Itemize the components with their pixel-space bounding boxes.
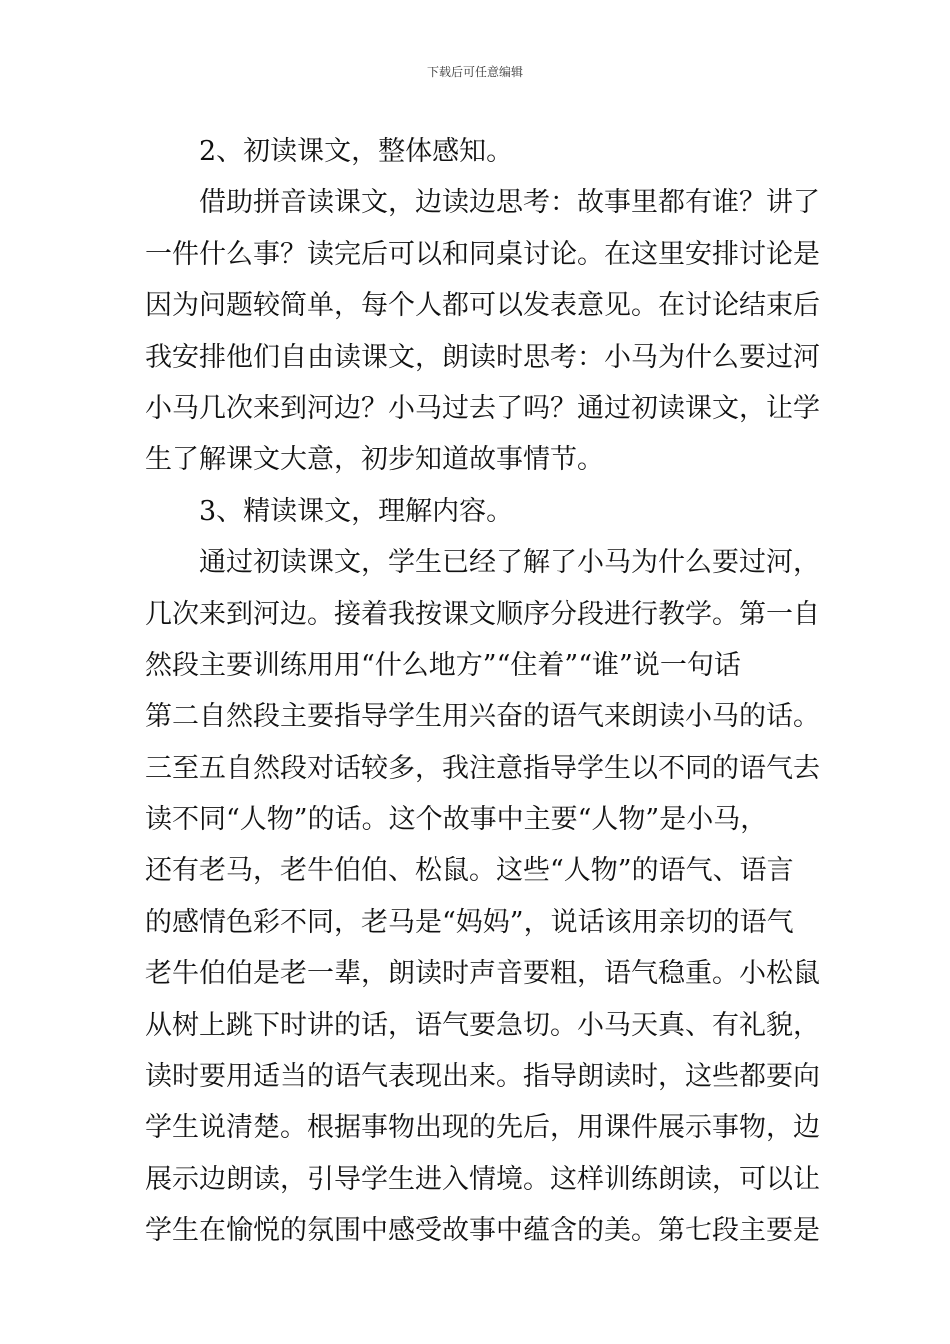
text-line: 展示边朗读，引导学生进入情境。这样训练朗读，可以让 [145, 1163, 820, 1195]
text-line: 的感情色彩不同，老马是“妈妈”，说话该用亲切的语气 [145, 906, 794, 938]
text-line: 第二自然段主要指导学生用兴奋的语气来朗读小马的话。 [145, 701, 820, 733]
text-line: 因为问题较简单，每个人都可以发表意见。在讨论结束后 [145, 290, 820, 322]
text-line: 2、初读课文，整体感知。 [199, 136, 514, 167]
text-line: 三至五自然段对话较多，我注意指导学生以不同的语气去 [145, 752, 820, 784]
document-body [145, 126, 820, 1257]
text-line: 学生说清楚。根据事物出现的先后，用课件展示事物，边 [145, 1112, 820, 1144]
text-line: 3、精读课文，理解内容。 [199, 495, 514, 527]
text-line: 读不同“人物”的话。这个故事中主要“人物”是小马， [145, 804, 768, 836]
text-line: 小马几次来到河边？小马过去了吗？通过初读课文，让学 [145, 392, 820, 424]
text-line: 几次来到河边。接着我按课文顺序分段进行教学。第一自 [145, 598, 820, 630]
text-line: 一件什么事？读完后可以和同桌讨论。在这里安排讨论是 [145, 238, 820, 270]
text-line: 还有老马，老牛伯伯、松鼠。这些“人物”的语气、语言 [145, 855, 794, 887]
text-line: 然段主要训练用用“什么地方”“住着”“谁”说一句话 [145, 649, 741, 681]
text-line: 借助拼音读课文，边读边思考：故事里都有谁？讲了 [199, 187, 820, 219]
text-line: 从树上跳下时讲的话，语气要急切。小马天真、有礼貌， [145, 1009, 820, 1041]
page-header: 下载后可任意编辑 [426, 65, 523, 79]
text-line: 老牛伯伯是老一辈，朗读时声音要粗，语气稳重。小松鼠 [145, 958, 820, 990]
text-line: 学生在愉悦的氛围中感受故事中蕴含的美。第七段主要是 [145, 1215, 820, 1247]
text-line: 读时要用适当的语气表现出来。指导朗读时，这些都要向 [145, 1061, 820, 1093]
text-line: 我安排他们自由读课文，朗读时思考：小马为什么要过河 [145, 341, 820, 373]
text-line: 通过初读课文，学生已经了解了小马为什么要过河， [199, 547, 820, 579]
text-line: 生了解课文大意，初步知道故事情节。 [145, 444, 604, 476]
